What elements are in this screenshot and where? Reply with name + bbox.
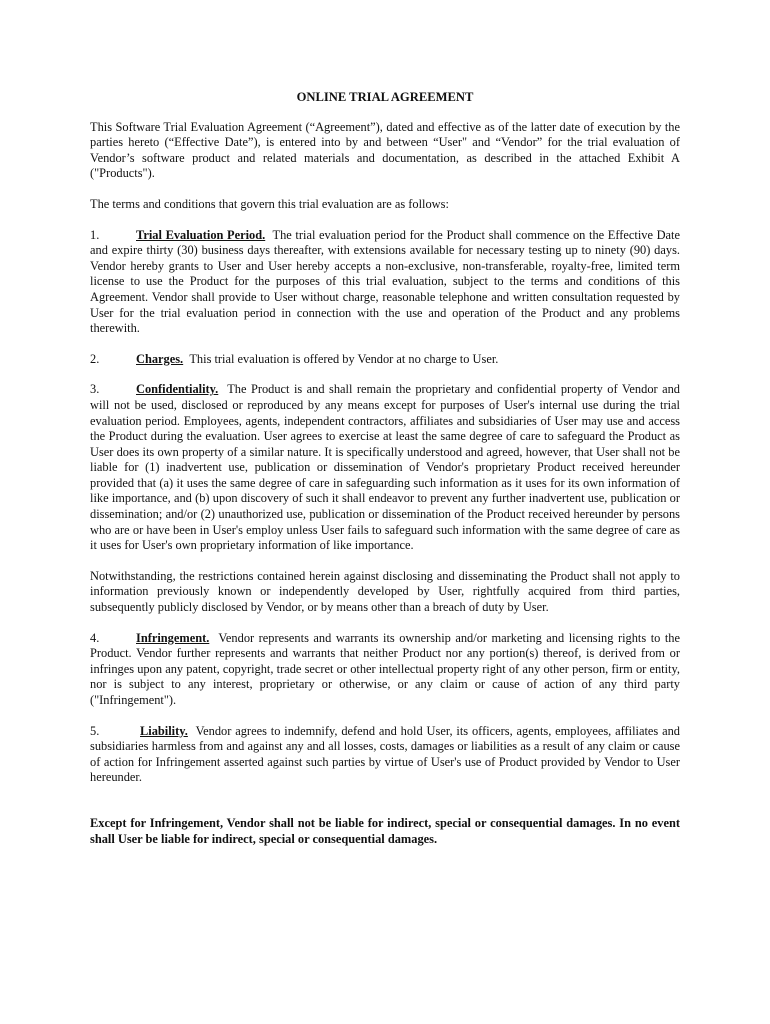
section-number: 1. <box>90 227 100 242</box>
section-confidentiality <box>90 382 680 554</box>
section-trial-evaluation-period <box>90 228 680 337</box>
section-charges <box>90 352 680 368</box>
notwithstanding-paragraph: Notwithstanding, the restrictions contained herein against disclosing and disseminating the Product shall not apply to information previously known or independently developed by User, rightfully acquired from third parties, subsequently publicly disclosed by Vendor, or by means other than a breach of duty by User. <box>90 568 680 615</box>
intro-paragraph: This Software Trial Evaluation Agreement (“Agreement”), dated and effective as of the latter date of execution by the parties hereto (“Effective Date”), is entered into by and between “User" and “Vendor” for the trial evaluation of Vendor’s software product and related materials and documentation, as described in the attached Exhibit A ("Products"). <box>90 119 680 181</box>
section-text: The Product is and shall remain the proprietary and confidential property of Vendor and will not be used, disclosed or reproduced by any means except for purposes of User's internal use during the trial evaluation period. Employees, agents, independent contractors, affiliates and subsidiaries of User may use and access the Product during the evaluation. User agrees to exercise at least the same degree of care to safeguard the Product as User does its own property of a similar nature. It is specifically understood and agreed, however, that User shall not be liable for (1) inadvertent use, publication or dissemination of Vendor's proprietary Product received hereunder provided that (a) it uses the same degree of care in safeguarding such information as it uses for its own information of like importance, and (b) upon discovery of such it shall endeavor to prevent any further inadvertent use, publication or dissemination; and/or (2) unauthorized use, publication or dissemination of the Product received hereunder by persons who are or have been in User's employ unless User fails to safeguard such information with the same degree of care as it uses for User's own proprietary information of like importance. <box>90 382 680 553</box>
section-liability <box>90 724 680 786</box>
section-number: 5. <box>90 723 100 738</box>
section-infringement <box>90 631 680 709</box>
section-number: 3. <box>90 382 100 397</box>
document-title: ONLINE TRIAL AGREEMENT <box>296 90 474 104</box>
closing-paragraph: Except for Infringement, Vendor shall not be liable for indirect, special or consequential damages. In no event shall User be liable for indirect, special or consequential damages. <box>90 815 680 846</box>
section-text: This trial evaluation is offered by Vendor at no charge to User. <box>189 351 499 366</box>
section-heading: Infringement. <box>136 630 210 645</box>
section-number: 4. <box>90 630 100 645</box>
section-heading: Liability. <box>140 723 188 738</box>
section-text: Vendor agrees to indemnify, defend and hold User, its officers, agents, employees, affiliates and subsidiaries harmless from and against any and all losses, costs, damages or liabilities as a result of any claim or cause of action for Infringement asserted against such parties by virtue of User's use of Product provided by Vendor to User hereunder. <box>90 723 680 785</box>
terms-intro-paragraph: The terms and conditions that govern this trial evaluation are as follows: <box>90 196 449 211</box>
section-text: The trial evaluation period for the Product shall commence on the Effective Date and expire thirty (30) business days thereafter, with extensions available for necessary testing up to ninety (90) days. Vendor hereby grants to User and User hereby accepts a non-exclusive, non-transferable, royalty-free, limited term license to use the Product for the purposes of this trial evaluation, subject to the terms and conditions of this Agreement. Vendor shall provide to User without charge, reasonable telephone and written consultation requested by User for the trial evaluation period in connection with the use and operation of the Product and any problems therewith. <box>90 227 680 336</box>
section-number: 2. <box>90 351 100 366</box>
section-text: Vendor represents and warrants its ownership and/or marketing and licensing rights to the Product. Vendor further represents and warrants that neither Product nor any portion(s) thereof, is derived from or infringes upon any patent, copyright, trade secret or other intellectual property right of any other person, firm or entity, nor is subject to any interest, proprietary or otherwise, or any claim or cause of action of any third party ("Infringement"). <box>90 630 680 707</box>
section-heading: Confidentiality. <box>136 382 219 397</box>
section-heading: Trial Evaluation Period. <box>136 227 266 242</box>
section-heading: Charges. <box>136 351 184 366</box>
document-page <box>90 90 680 862</box>
